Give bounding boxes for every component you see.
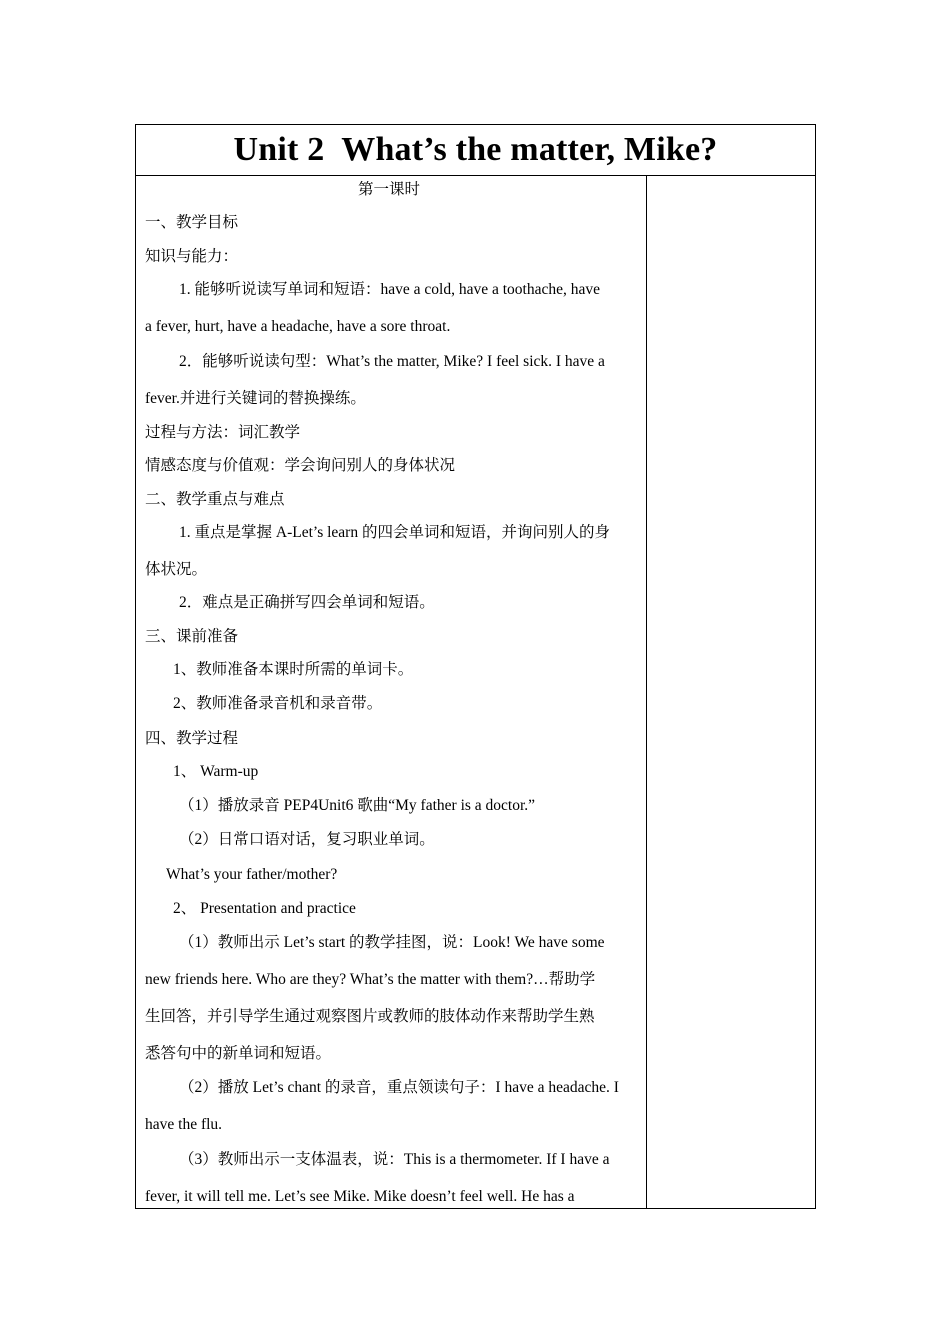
list-item: 1、教师准备本课时所需的单词卡。 [173, 661, 414, 678]
lesson-label: 第一课时 [358, 181, 421, 198]
paragraph-line: 2．难点是正确拼写四会单词和短语。 [179, 594, 435, 611]
paragraph-line: （1）教师出示 Let’s start 的教学挂图，说：Look! We have some [179, 934, 605, 951]
section-heading: 一、教学目标 [145, 214, 239, 231]
paragraph-line: 1. 能够听说读写单词和短语：have a cold, have a toothache, have [179, 281, 600, 298]
paragraph-line: 2．能够听说读句型：What’s the matter, Mike? I feel sick. I have a [179, 353, 605, 370]
paragraph-line: What’s your father/mother? [166, 866, 338, 883]
paragraph-line: （3）教师出示一支体温表，说：This is a thermometer. If I have a [179, 1151, 610, 1168]
paragraph-line: 体状况。 [145, 561, 208, 578]
paragraph-line: a fever, hurt, have a headache, have a sore throat. [145, 318, 451, 335]
section-heading: 三、课前准备 [145, 628, 239, 645]
paragraph-line: 生回答，并引导学生通过观察图片或教师的肢体动作来帮助学生熟 [145, 1008, 595, 1025]
subsection-label: 情感态度与价值观：学会询问别人的身体状况 [145, 457, 456, 474]
list-item: 2、 Presentation and practice [173, 900, 356, 917]
paragraph-line: new friends here. Who are they? What’s the matter with them?…帮助学 [145, 971, 596, 988]
notes-cell [647, 176, 815, 1208]
section-heading: 四、教学过程 [145, 730, 239, 747]
paragraph-line: （2）播放 Let’s chant 的录音，重点领读句子：I have a headache. I [179, 1079, 619, 1096]
list-item: 1、 Warm-up [173, 763, 259, 780]
lesson-plan-table [135, 124, 816, 1209]
title-row [136, 125, 815, 176]
paragraph-line: fever.并进行关键词的替换操练。 [145, 390, 366, 407]
paragraph-line: have the flu. [145, 1116, 223, 1133]
list-item: （2）日常口语对话，复习职业单词。 [179, 831, 435, 848]
paragraph-line: fever, it will tell me. Let’s see Mike. Mike doesn’t feel well. He has a [145, 1188, 575, 1205]
list-item: （1）播放录音 PEP4Unit6 歌曲“My father is a doctor.” [179, 797, 536, 814]
paragraph-line: 1. 重点是掌握 A-Let’s learn 的四会单词和短语，并询问别人的身 [179, 524, 610, 541]
subsection-label: 知识与能力： [145, 248, 239, 265]
main-content-cell [136, 176, 647, 1208]
section-heading: 二、教学重点与难点 [145, 491, 285, 508]
document-title: Unit 2 What’s the matter, Mike? [233, 131, 718, 168]
content-row [136, 176, 815, 1208]
list-item: 2、教师准备录音机和录音带。 [173, 695, 383, 712]
subsection-label: 过程与方法：词汇教学 [145, 424, 301, 441]
paragraph-line: 悉答句中的新单词和短语。 [145, 1045, 332, 1062]
